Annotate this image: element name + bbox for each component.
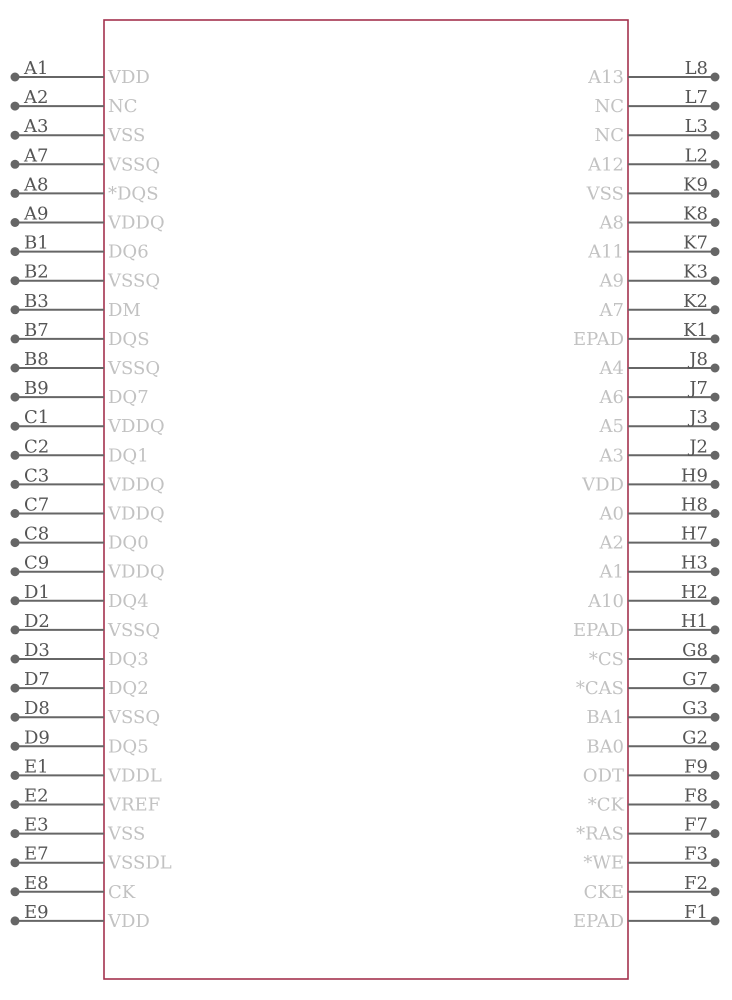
- pin-name: VDDQ: [108, 474, 165, 496]
- pin-endpoint-dot: [11, 684, 20, 693]
- pin-number: A2: [24, 87, 49, 109]
- pin-number: C3: [24, 465, 50, 487]
- pin-endpoint-dot: [711, 713, 720, 722]
- pin-number: J3: [689, 407, 708, 429]
- right-pin-column: [573, 58, 720, 932]
- pin-name: NC: [594, 96, 624, 118]
- pin-a7: [11, 145, 161, 175]
- pin-endpoint-dot: [11, 276, 20, 285]
- pin-name: A1: [599, 561, 624, 583]
- pin-endpoint-dot: [711, 538, 720, 547]
- pin-e1: [11, 756, 162, 786]
- pin-number: J2: [689, 436, 708, 458]
- pin-endpoint-dot: [11, 305, 20, 314]
- pin-f3: [583, 844, 719, 874]
- pin-h8: [599, 495, 720, 525]
- pin-j8: [599, 349, 720, 379]
- pin-number: E9: [24, 901, 49, 923]
- pin-number: D1: [24, 581, 50, 603]
- pin-a8: [11, 174, 159, 204]
- pin-name: A2: [599, 532, 624, 554]
- pin-a2: [11, 87, 138, 117]
- pin-endpoint-dot: [711, 509, 720, 518]
- pin-name: *WE: [583, 852, 624, 874]
- pin-number: L3: [684, 116, 708, 138]
- pin-name: A13: [588, 67, 624, 88]
- pin-d1: [11, 582, 149, 612]
- ic-body-outline: [104, 20, 628, 979]
- pin-endpoint-dot: [711, 625, 720, 634]
- pin-number: F8: [684, 785, 708, 807]
- pin-name: DQ3: [108, 649, 149, 670]
- pin-number: A3: [24, 116, 49, 138]
- pin-d8: [11, 698, 161, 728]
- pin-endpoint-dot: [11, 655, 20, 664]
- pin-name: A3: [599, 445, 624, 467]
- pin-e2: [11, 786, 161, 816]
- pin-l8: [587, 58, 719, 88]
- pin-name: DQ7: [108, 387, 149, 409]
- pin-name: *CAS: [575, 678, 624, 700]
- pin-number: H2: [680, 581, 708, 603]
- pin-a1: [11, 58, 150, 88]
- pin-name: VDDQ: [108, 416, 165, 438]
- pin-number: G8: [682, 640, 708, 661]
- pin-number: F7: [684, 814, 708, 836]
- pin-number: L2: [684, 145, 708, 167]
- pin-number: J7: [689, 378, 708, 400]
- pin-endpoint-dot: [11, 393, 20, 402]
- pin-name: A7: [599, 299, 624, 321]
- pin-number: D8: [24, 698, 50, 720]
- pin-d9: [11, 727, 149, 757]
- pin-number: F9: [684, 756, 708, 778]
- pin-name: *DQS: [108, 183, 159, 205]
- pin-h3: [599, 553, 720, 583]
- pin-name: BA0: [586, 736, 624, 758]
- pin-endpoint-dot: [11, 800, 20, 809]
- pin-number: B3: [24, 290, 49, 312]
- pin-endpoint-dot: [711, 771, 720, 780]
- pin-name: A10: [588, 590, 624, 612]
- pin-k2: [599, 291, 720, 321]
- pin-j2: [599, 436, 720, 466]
- pin-number: B2: [24, 261, 49, 283]
- pin-e7: [11, 844, 172, 874]
- pin-number: E3: [24, 814, 49, 836]
- pin-number: A7: [24, 145, 49, 167]
- pin-b3: [11, 291, 141, 321]
- pin-endpoint-dot: [711, 218, 720, 227]
- pin-endpoint-dot: [11, 887, 20, 896]
- pin-k1: [573, 320, 720, 350]
- pin-l3: [594, 116, 719, 146]
- pin-name: VDDQ: [108, 561, 165, 583]
- pin-number: C8: [24, 523, 50, 545]
- pin-endpoint-dot: [11, 218, 20, 227]
- pin-j7: [599, 378, 720, 408]
- pin-name: VSSDL: [108, 852, 172, 874]
- pin-endpoint-dot: [711, 829, 720, 838]
- pin-endpoint-dot: [11, 567, 20, 576]
- pin-name: CKE: [583, 881, 624, 903]
- pin-endpoint-dot: [11, 480, 20, 489]
- pin-k3: [599, 262, 720, 292]
- pin-endpoint-dot: [711, 858, 720, 867]
- pin-k7: [587, 233, 719, 263]
- pin-c9: [11, 553, 165, 583]
- pin-number: B9: [24, 378, 49, 400]
- pin-name: DQ1: [108, 445, 149, 467]
- pin-endpoint-dot: [711, 247, 720, 256]
- pin-k9: [586, 174, 720, 204]
- pin-f9: [583, 756, 720, 786]
- pin-endpoint-dot: [11, 742, 20, 751]
- pin-number: C1: [24, 407, 50, 429]
- pin-name: VDDQ: [108, 503, 165, 525]
- pin-f1: [573, 902, 720, 932]
- pin-d7: [11, 669, 149, 699]
- pin-number: F2: [684, 872, 708, 894]
- pin-name: VDDL: [108, 765, 162, 787]
- pin-number: G2: [682, 727, 708, 749]
- pin-h2: [587, 582, 719, 612]
- pin-name: *CS: [588, 649, 624, 670]
- pin-name: A11: [588, 241, 624, 263]
- pin-name: A4: [599, 358, 624, 379]
- pin-h1: [573, 611, 720, 641]
- pin-number: H8: [680, 494, 708, 516]
- pin-name: DM: [108, 299, 141, 321]
- pin-e8: [11, 873, 136, 903]
- pin-endpoint-dot: [11, 102, 20, 111]
- pin-endpoint-dot: [11, 334, 20, 343]
- pin-a9: [11, 204, 165, 234]
- pin-name: NC: [594, 125, 624, 147]
- pin-endpoint-dot: [11, 858, 20, 867]
- pin-endpoint-dot: [711, 684, 720, 693]
- pin-endpoint-dot: [711, 102, 720, 111]
- pin-name: DQ6: [108, 241, 149, 263]
- pin-number: J8: [689, 349, 708, 370]
- pin-g7: [576, 669, 720, 699]
- pin-b9: [11, 378, 149, 408]
- pin-name: *RAS: [576, 823, 624, 845]
- pin-endpoint-dot: [11, 451, 20, 460]
- pin-endpoint-dot: [11, 422, 20, 431]
- pin-name: CK: [108, 881, 136, 903]
- pin-endpoint-dot: [11, 713, 20, 722]
- pin-number: C9: [24, 552, 50, 574]
- pin-number: H7: [680, 523, 708, 545]
- pin-name: NC: [108, 96, 138, 118]
- pin-c3: [11, 465, 165, 495]
- pin-endpoint-dot: [711, 393, 720, 402]
- pin-f2: [584, 873, 720, 903]
- pin-name: VSSQ: [108, 707, 161, 729]
- pin-h7: [599, 524, 720, 554]
- pin-endpoint-dot: [711, 916, 720, 925]
- pin-number: E2: [24, 785, 49, 807]
- pin-endpoint-dot: [11, 364, 20, 373]
- pin-number: E1: [24, 756, 49, 778]
- pin-c7: [11, 495, 165, 525]
- pin-name: DQS: [108, 328, 150, 350]
- pin-name: EPAD: [572, 910, 624, 932]
- pin-endpoint-dot: [711, 305, 720, 314]
- pin-number: H9: [680, 465, 708, 487]
- pin-number: E8: [24, 872, 49, 894]
- pin-endpoint-dot: [711, 451, 720, 460]
- pin-number: L8: [684, 58, 708, 79]
- pin-endpoint-dot: [11, 829, 20, 838]
- pin-number: L7: [684, 87, 708, 109]
- pin-e9: [11, 902, 150, 932]
- pin-number: E7: [24, 843, 49, 865]
- pin-endpoint-dot: [711, 73, 720, 82]
- pin-name: DQ0: [108, 532, 149, 554]
- pin-c1: [11, 407, 165, 437]
- pin-a3: [11, 116, 146, 146]
- pin-b2: [11, 262, 161, 292]
- pin-d2: [11, 611, 161, 641]
- pin-number: G7: [682, 669, 708, 691]
- pin-number: F3: [684, 843, 708, 865]
- left-pin-column: [11, 58, 172, 932]
- pin-endpoint-dot: [711, 480, 720, 489]
- pin-endpoint-dot: [11, 247, 20, 256]
- pin-name: BA1: [586, 707, 624, 729]
- pin-number: B1: [24, 232, 49, 254]
- pin-name: VDD: [108, 910, 150, 932]
- pin-name: VSS: [108, 125, 146, 147]
- pin-endpoint-dot: [11, 625, 20, 634]
- pin-endpoint-dot: [11, 131, 20, 140]
- pin-f7: [576, 815, 719, 845]
- pin-number: A9: [24, 203, 49, 225]
- pin-number: K2: [683, 290, 708, 312]
- pin-name: VSSQ: [108, 270, 161, 292]
- pin-b1: [11, 233, 149, 263]
- pin-number: H3: [680, 552, 708, 574]
- pin-name: ODT: [582, 765, 624, 787]
- pin-number: K8: [683, 203, 708, 225]
- pin-name: EPAD: [572, 619, 624, 641]
- pin-number: H1: [680, 610, 708, 632]
- pin-name: DQ5: [108, 736, 149, 758]
- pin-name: VDD: [108, 67, 150, 88]
- pin-endpoint-dot: [11, 160, 20, 169]
- pin-name: VSSQ: [108, 619, 161, 641]
- pin-number: K3: [683, 261, 708, 283]
- pin-endpoint-dot: [711, 276, 720, 285]
- pin-name: EPAD: [572, 328, 624, 350]
- pin-b7: [11, 320, 150, 350]
- pin-name: VREF: [108, 794, 161, 816]
- pin-name: *CK: [587, 794, 624, 816]
- pin-number: G3: [682, 698, 708, 720]
- pin-endpoint-dot: [711, 567, 720, 576]
- pin-name: A0: [599, 503, 624, 525]
- pin-number: B7: [24, 319, 49, 341]
- pin-e3: [11, 815, 146, 845]
- pin-l2: [587, 145, 719, 175]
- pin-endpoint-dot: [711, 742, 720, 751]
- pin-endpoint-dot: [711, 364, 720, 373]
- pin-number: D3: [24, 640, 50, 661]
- pin-number: A1: [24, 58, 49, 79]
- pin-endpoint-dot: [711, 800, 720, 809]
- pin-number: D2: [24, 610, 50, 632]
- pin-endpoint-dot: [711, 131, 720, 140]
- pin-number: C7: [24, 494, 50, 516]
- pin-endpoint-dot: [711, 189, 720, 198]
- pin-g8: [589, 640, 720, 670]
- pin-h9: [581, 465, 719, 495]
- pin-name: A8: [599, 212, 624, 234]
- pin-g3: [586, 698, 719, 728]
- pin-endpoint-dot: [11, 73, 20, 82]
- pin-c2: [11, 436, 149, 466]
- pin-endpoint-dot: [711, 160, 720, 169]
- pin-number: B8: [24, 349, 49, 370]
- pin-endpoint-dot: [711, 422, 720, 431]
- pin-f8: [588, 786, 720, 816]
- pin-name: VDDQ: [108, 212, 165, 234]
- pin-b8: [11, 349, 161, 379]
- pin-d3: [11, 640, 149, 670]
- pin-endpoint-dot: [11, 771, 20, 780]
- pin-endpoint-dot: [11, 189, 20, 198]
- pin-endpoint-dot: [11, 538, 20, 547]
- pin-endpoint-dot: [11, 509, 20, 518]
- pin-c8: [11, 524, 149, 554]
- pin-k8: [599, 204, 720, 234]
- pin-endpoint-dot: [11, 916, 20, 925]
- pin-number: A8: [24, 174, 49, 196]
- pin-name: A6: [599, 387, 624, 409]
- pin-number: D9: [24, 727, 50, 749]
- pin-l7: [594, 87, 719, 117]
- pin-number: D7: [24, 669, 50, 691]
- pin-name: A12: [588, 154, 624, 176]
- pin-name: A5: [599, 416, 624, 438]
- pin-name: VSS: [586, 183, 624, 205]
- pin-g2: [586, 727, 719, 757]
- pin-number: F1: [684, 901, 708, 923]
- pin-name: VSS: [108, 823, 146, 845]
- pin-endpoint-dot: [711, 887, 720, 896]
- pin-endpoint-dot: [711, 596, 720, 605]
- pin-name: DQ4: [108, 590, 149, 612]
- pin-number: K9: [683, 174, 708, 196]
- pin-name: VSSQ: [108, 154, 161, 176]
- pin-number: C2: [24, 436, 50, 458]
- pin-name: DQ2: [108, 678, 149, 700]
- pin-endpoint-dot: [11, 596, 20, 605]
- pin-number: K7: [683, 232, 708, 254]
- pin-endpoint-dot: [711, 334, 720, 343]
- pin-name: VSSQ: [108, 358, 161, 379]
- pin-number: K1: [683, 319, 708, 341]
- pin-name: VDD: [582, 474, 624, 496]
- pin-j3: [599, 407, 720, 437]
- pin-endpoint-dot: [711, 655, 720, 664]
- pin-name: A9: [599, 270, 624, 292]
